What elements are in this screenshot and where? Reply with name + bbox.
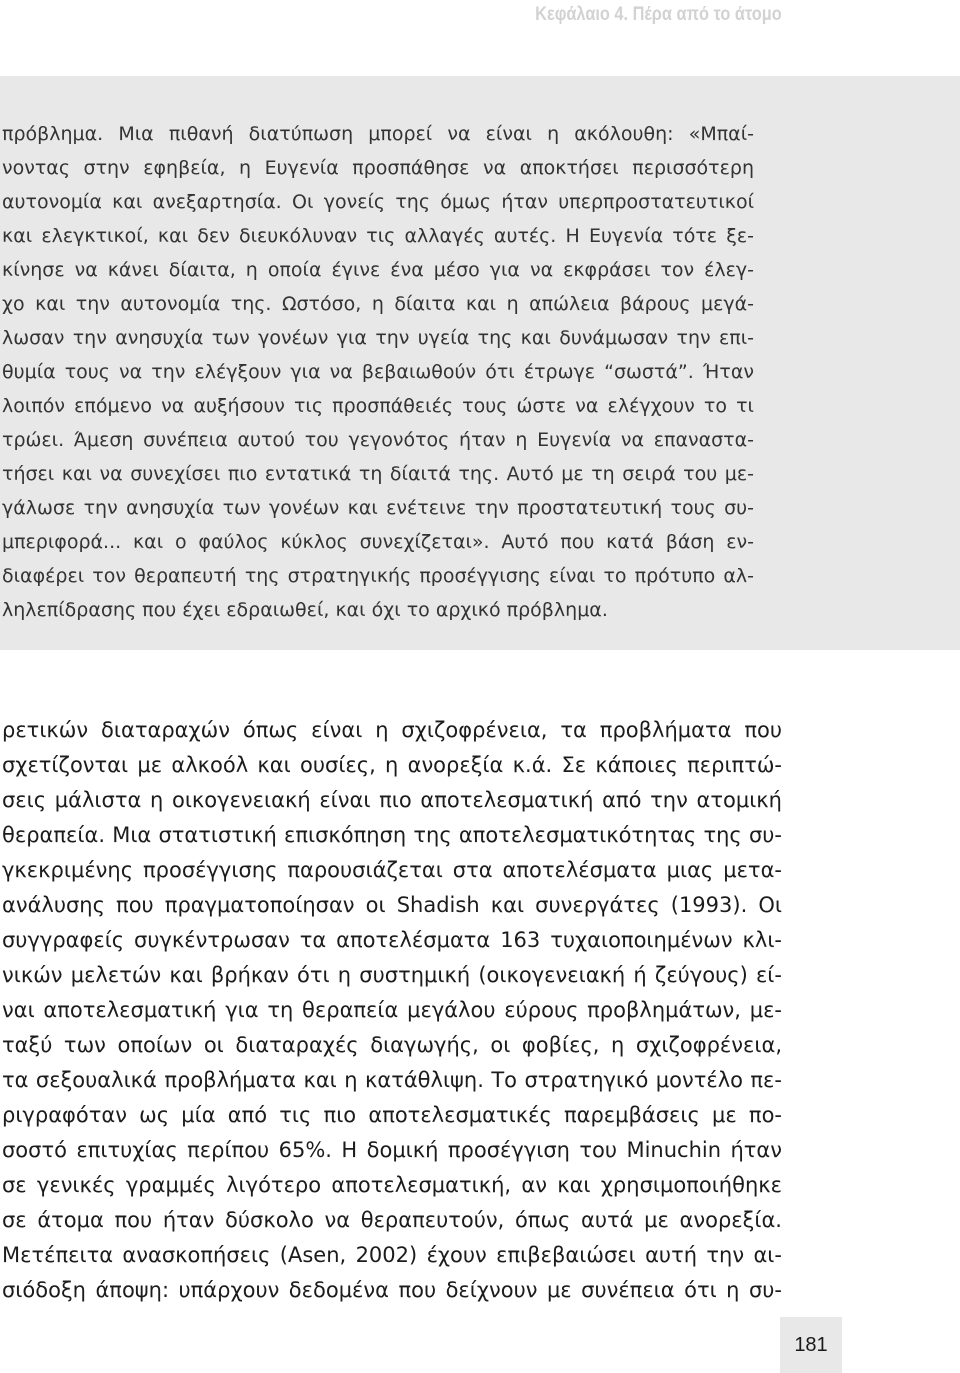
box-line: λωσαν την ανησυχία των γονέων για την υγεία της και δυνάμωσαν την επι- bbox=[2, 327, 754, 349]
body-line: ταξύ των οποίων οι διαταραχές διαγωγής, οι φοβίες, η σχιζοφρένεια, bbox=[2, 1033, 782, 1057]
body-line: ριγραφόταν ως μία από τις πιο αποτελεσματικές παρεμβάσεις με πο- bbox=[2, 1103, 782, 1127]
box-line: και ελεγκτικοί, και δεν διευκόλυναν τις αλλαγές αυτές. Η Ευγενία τότε ξε- bbox=[2, 225, 754, 247]
box-line: νοντας στην εφηβεία, η Ευγενία προσπάθησε να αποκτήσει περισσότερη bbox=[2, 157, 754, 179]
body-line: σε άτομα που ήταν δύσκολο να θεραπευτούν, όπως αυτά με ανορεξία. bbox=[2, 1208, 782, 1232]
box-line: λοιπόν επόμενο να αυξήσουν τις προσπάθειές τους ώστε να ελέγχουν το τι bbox=[2, 395, 754, 417]
box-line: κίνησε να κάνει δίαιτα, η οποία έγινε ένα μέσο για να εκφράσει τον έλεγ- bbox=[2, 259, 754, 281]
body-line: σχετίζονται με αλκοόλ και ουσίες, η ανορεξία κ.ά. Σε κάποιες περιπτώ- bbox=[2, 753, 782, 777]
box-line: ληλεπίδρασης που έχει εδραιωθεί, και όχι το αρχικό πρόβλημα. bbox=[2, 599, 608, 621]
box-line: θυμία τους να την ελέγξουν για να βεβαιωθούν ότι έτρωγε “σωστά”. Ήταν bbox=[2, 361, 754, 383]
body-line: νικών μελετών και βρήκαν ότι η συστημική (οικογενειακή ή ζεύγους) εί- bbox=[2, 963, 782, 987]
body-line: Μετέπειτα ανασκοπήσεις (Asen, 2002) έχουν επιβεβαιώσει αυτή την αι- bbox=[2, 1243, 782, 1267]
body-line: σιόδοξη άποψη: υπάρχουν δεδομένα που δείχνουν με συνέπεια ότι η συ- bbox=[2, 1278, 782, 1302]
body-line: συγγραφείς συγκέντρωσαν τα αποτελέσματα 163 τυχαιοποιημένων κλι- bbox=[2, 928, 782, 952]
body-line: ρετικών διαταραχών όπως είναι η σχιζοφρένεια, τα προβλήματα που bbox=[2, 718, 782, 742]
body-line: σεις μάλιστα η οικογενειακή είναι πιο αποτελεσματική από την ατομική bbox=[2, 788, 782, 812]
box-line: μπεριφορά... και ο φαύλος κύκλος συνεχίζεται». Αυτό που κατά βάση εν- bbox=[2, 531, 754, 553]
body-line: ανάλυσης που πραγματοποίησαν οι Shadish και συνεργάτες (1993). Οι bbox=[2, 893, 782, 917]
box-line: γάλωσε την ανησυχία των γονέων και ενέτεινε την προστατευτική τους συ- bbox=[2, 497, 754, 519]
box-line: χο και την αυτονομία της. Ωστόσο, η δίαιτα και η απώλεια βάρους μεγά- bbox=[2, 293, 754, 315]
box-line: διαφέρει τον θεραπευτή της στρατηγικής προσέγγισης είναι το πρότυπο αλ- bbox=[2, 565, 754, 587]
body-line: σε γενικές γραμμές λιγότερο αποτελεσματική, αν και χρησιμοποιήθηκε bbox=[2, 1173, 782, 1197]
body-line: γκεκριμένης προσέγγισης παρουσιάζεται στα αποτελέσματα μιας μετα- bbox=[2, 858, 782, 882]
body-line: σοστό επιτυχίας περίπου 65%. Η δομική προσέγγιση του Minuchin ήταν bbox=[2, 1138, 782, 1162]
box-line: τρώει. Άμεση συνέπεια αυτού του γεγονότος ήταν η Ευγενία να επαναστα- bbox=[2, 429, 754, 451]
box-line: αυτονομία και ανεξαρτησία. Οι γονείς της όμως ήταν υπερπροστατευτικοί bbox=[2, 191, 754, 213]
body-line: θεραπεία. Μια στατιστική επισκόπηση της αποτελεσματικότητας της συ- bbox=[2, 823, 782, 847]
body-line: τα σεξουαλικά προβλήματα και η κατάθλιψη. Το στρατηγικό μοντέλο πε- bbox=[2, 1068, 782, 1092]
running-head: Κεφάλαιο 4. Πέρα από το άτομο bbox=[535, 4, 782, 25]
box-line: τήσει και να συνεχίσει πιο εντατικά τη δίαιτά της. Αυτό με τη σειρά του με- bbox=[2, 463, 754, 485]
box-line: πρόβλημα. Μια πιθανή διατύπωση μπορεί να είναι η ακόλουθη: «Μπαί- bbox=[2, 123, 754, 145]
page-number: 181 bbox=[780, 1317, 842, 1373]
body-line: ναι αποτελεσματική για τη θεραπεία μεγάλου εύρους προβλημάτων, με- bbox=[2, 998, 782, 1022]
